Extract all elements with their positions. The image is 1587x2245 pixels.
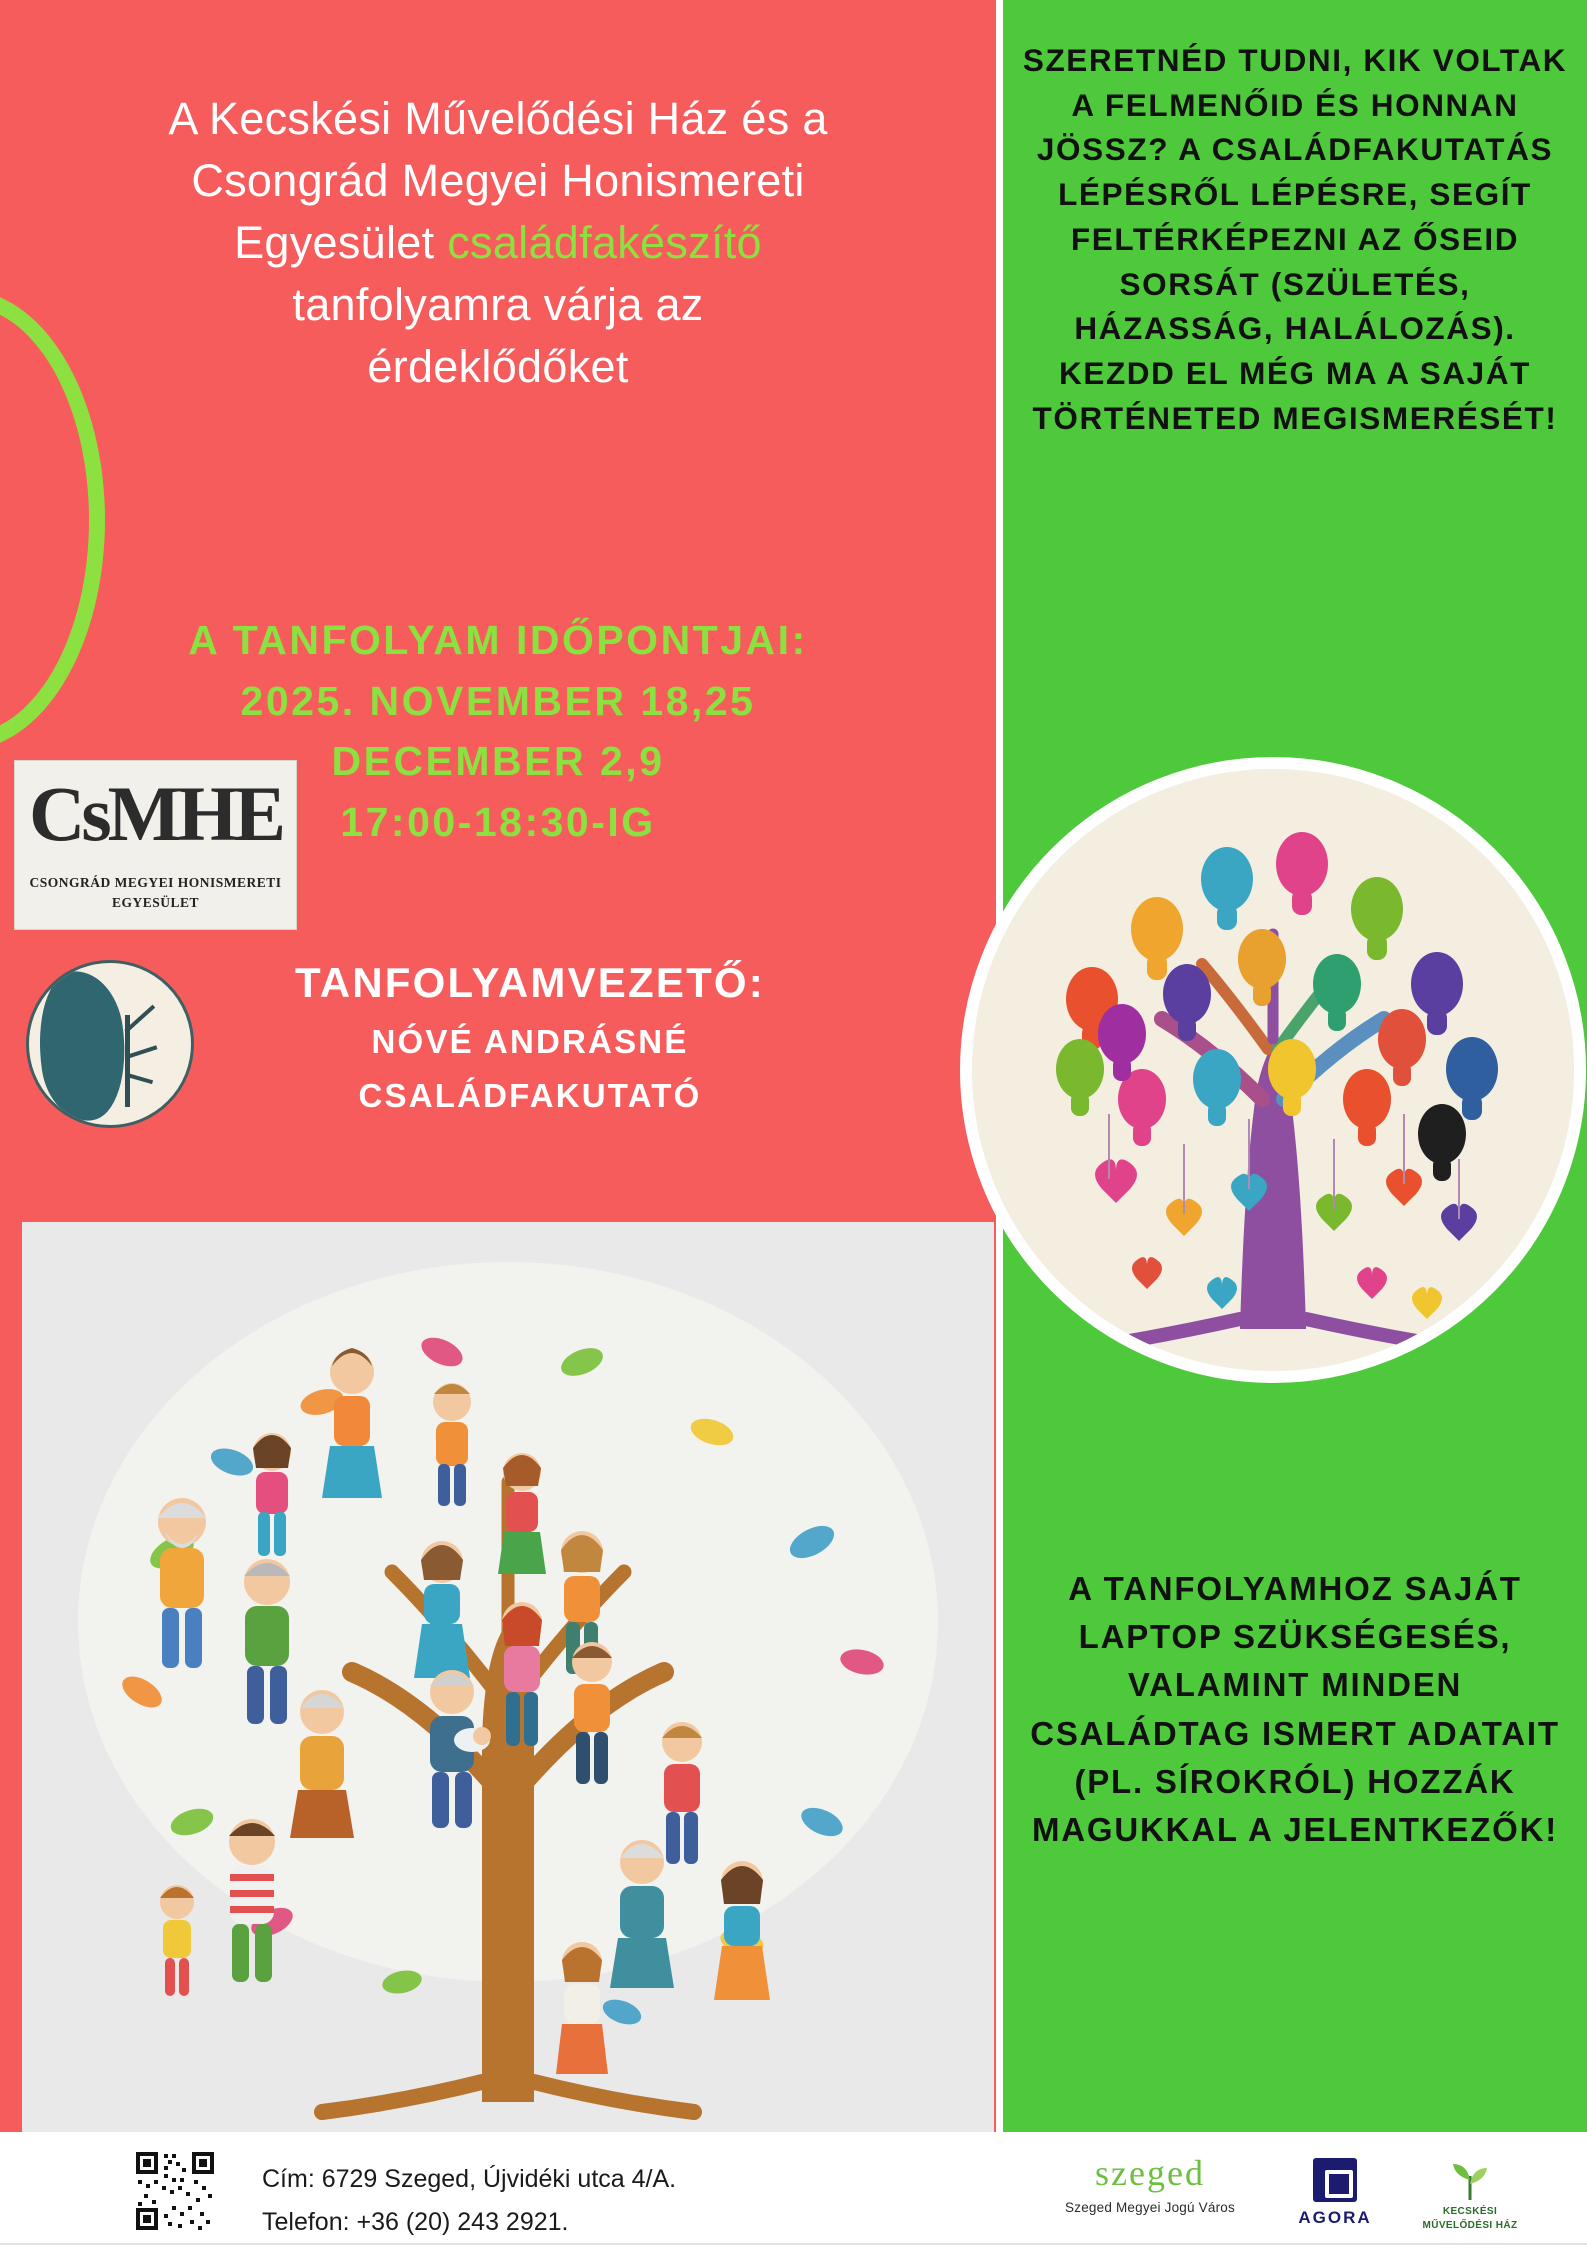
qr-code[interactable] [134,2150,216,2232]
agora-logo [1280,2158,1390,2228]
headline-block [40,88,956,398]
szeged-logo-word: szeged [1095,2153,1205,2193]
leader-name: NÓVÉ ANDRÁSNÉ [371,1022,689,1060]
kecskesi-logo-line-2: MŰVELŐDÉSI HÁZ [1422,2219,1518,2231]
requirements-text: A TANFOLYAMHOZ SAJÁT LAPTOP SZÜKSÉGESÉS, VALAMINT MINDEN CSALÁDTAG ISMERT ADATAIT (PL. SÍROKRÓL) HOZZÁK MAGUKKAL A JELENTKEZŐK! [1030,1570,1560,1848]
association-monogram: CsMHE [29,770,282,857]
family-tree-svg [22,1222,994,2132]
agora-mark-icon [1313,2158,1357,2202]
family-tree-illustration [22,1222,994,2132]
leader-title: TANFOLYAMVEZETŐ: [294,959,765,1006]
qr-code-svg [134,2150,216,2232]
szeged-logo-subtitle: Szeged Megyei Jogú Város [1065,2200,1235,2215]
association-caption-line-1: CSONGRÁD MEGYEI HONISMERETI [29,874,282,890]
plant-icon [1447,2156,1493,2202]
association-caption-line-2: EGYESÜLET [111,894,200,910]
intro-text: SZERETNÉD TUDNI, KIK VOLTAK A FELMENŐID ÉS HONNAN JÖSSZ? A CSALÁDFAKUTATÁS LÉPÉSRŐL LÉPÉSRE, SEGÍT FELTÉRKÉPEZNI AZ ŐSEID SORSÁT (SZÜLETÉS, HÁZASSÁG, HALÁLOZÁS). KEZDD EL MÉG MA A SAJÁT TÖRTÉNETED MEGISMERÉSÉT! [1022,42,1568,436]
headline-line-3-prefix: Egyesület [234,217,448,269]
dates-line-2: DECEMBER 2,9 [331,738,665,785]
headline-line-1: A Kecskési Művelődési Ház és a [168,93,828,144]
dates-label: A TANFOLYAM IDŐPONTJAI: [188,617,808,663]
emblem-leaf [29,966,135,1127]
hands-tree-illustration [960,757,1586,1383]
emblem-branch-3 [127,1073,153,1084]
phone-text: Telefon: +36 (20) 243 2921. [262,2208,569,2236]
tree-emblem-icon [26,960,194,1128]
course-leader [230,955,830,1119]
hands-tree-svg [972,769,1574,1371]
partner-logos [1030,2148,1530,2238]
contact-info [262,2158,676,2244]
headline-highlight: családfakészítő [447,217,762,269]
headline-line-4: tanfolyamra várja az [292,279,704,331]
plant-icon-svg [1447,2156,1493,2202]
address-text: Cím: 6729 Szeged, Újvidéki utca 4/A. [262,2165,677,2193]
agora-logo-word: AGORA [1298,2208,1372,2227]
dates-line-3: 17:00-18:30-IG [340,799,656,846]
kecskesi-logo-subtitle [1410,2205,1530,2232]
headline-line-5: érdeklődőket [367,341,629,393]
headline [40,88,956,398]
szeged-logo [1050,2152,1250,2215]
association-logo [14,760,297,930]
leader-role: CSALÁDFAKUTATÓ [358,1076,702,1114]
dates-line-1: 2025. NOVEMBER 18,25 [240,677,756,724]
emblem-branch-2 [126,1045,158,1059]
association-caption [15,873,296,914]
headline-line-2: Csongrád Megyei Honismereti [191,155,805,207]
kecskesi-logo [1410,2156,1530,2232]
footer [0,2132,1587,2245]
kecskesi-logo-line-1: KECSKÉSI [1442,2206,1498,2217]
